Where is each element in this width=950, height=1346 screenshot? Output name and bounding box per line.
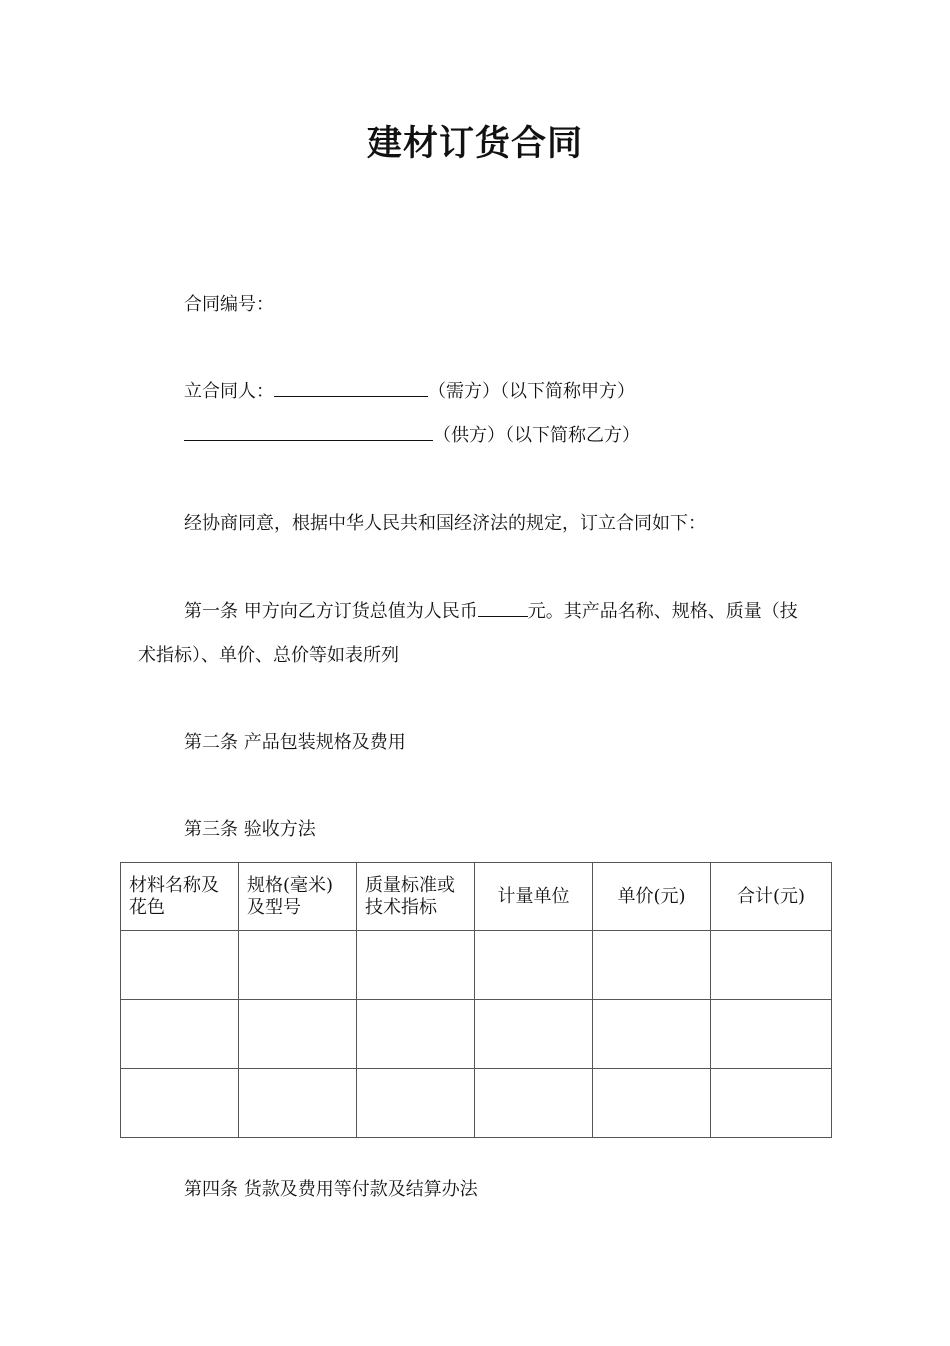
table-cell[interactable]: [239, 931, 357, 1000]
table-row: [121, 1000, 832, 1069]
article-1-prefix: 第一条 甲方向乙方订货总值为人民币: [184, 601, 478, 622]
party-b-suffix: （供方）（以下简称乙方）: [433, 425, 640, 446]
table-cell[interactable]: [711, 1000, 832, 1069]
table-cell[interactable]: [357, 1069, 475, 1138]
table-cell[interactable]: [711, 931, 832, 1000]
party-a-blank[interactable]: [274, 378, 428, 397]
table-cell[interactable]: [475, 931, 593, 1000]
table-cell[interactable]: [593, 931, 711, 1000]
table-cell[interactable]: [239, 1000, 357, 1069]
header-spec-model: 规格(毫米)及型号: [239, 863, 357, 931]
table-cell[interactable]: [475, 1069, 593, 1138]
table-cell[interactable]: [121, 931, 239, 1000]
table-cell[interactable]: [593, 1000, 711, 1069]
table-cell[interactable]: [357, 1000, 475, 1069]
header-unit-price: 单价(元): [593, 863, 711, 931]
table-cell[interactable]: [593, 1069, 711, 1138]
party-b-blank[interactable]: [184, 422, 433, 441]
table-cell[interactable]: [357, 931, 475, 1000]
header-unit: 计量单位: [475, 863, 593, 931]
table-cell[interactable]: [475, 1000, 593, 1069]
article-1: [184, 598, 798, 625]
header-quality-standard: 质量标准或技术指标: [357, 863, 475, 931]
article-1-suffix: 元。其产品名称、规格、质量（技: [527, 601, 798, 622]
party-a-line: [184, 378, 635, 405]
table-header-row: [121, 863, 832, 931]
contract-number-label: 合同编号：: [184, 294, 274, 315]
table-row: [121, 931, 832, 1000]
table-row: [121, 1069, 832, 1138]
table-cell[interactable]: [711, 1069, 832, 1138]
article-1-continuation: 术指标）、单价、总价等如表所列: [138, 645, 399, 666]
party-a-suffix: （需方）（以下简称甲方）: [428, 381, 635, 402]
total-amount-blank[interactable]: [478, 598, 528, 617]
article-4: 第四条 货款及费用等付款及结算办法: [184, 1179, 478, 1200]
table-cell[interactable]: [121, 1069, 239, 1138]
intro-paragraph: 经协商同意，根据中华人民共和国经济法的规定，订立合同如下：: [184, 513, 706, 534]
table-cell[interactable]: [239, 1069, 357, 1138]
goods-table: [120, 862, 832, 1138]
header-material-name: 材料名称及花色: [121, 863, 239, 931]
table-cell[interactable]: [121, 1000, 239, 1069]
article-3: 第三条 验收方法: [184, 819, 316, 840]
header-total: 合计(元): [711, 863, 832, 931]
party-label: 立合同人：: [184, 381, 274, 402]
article-2: 第二条 产品包装规格及费用: [184, 732, 406, 753]
document-title: 建材订货合同: [366, 124, 583, 164]
party-b-line: [184, 422, 640, 449]
